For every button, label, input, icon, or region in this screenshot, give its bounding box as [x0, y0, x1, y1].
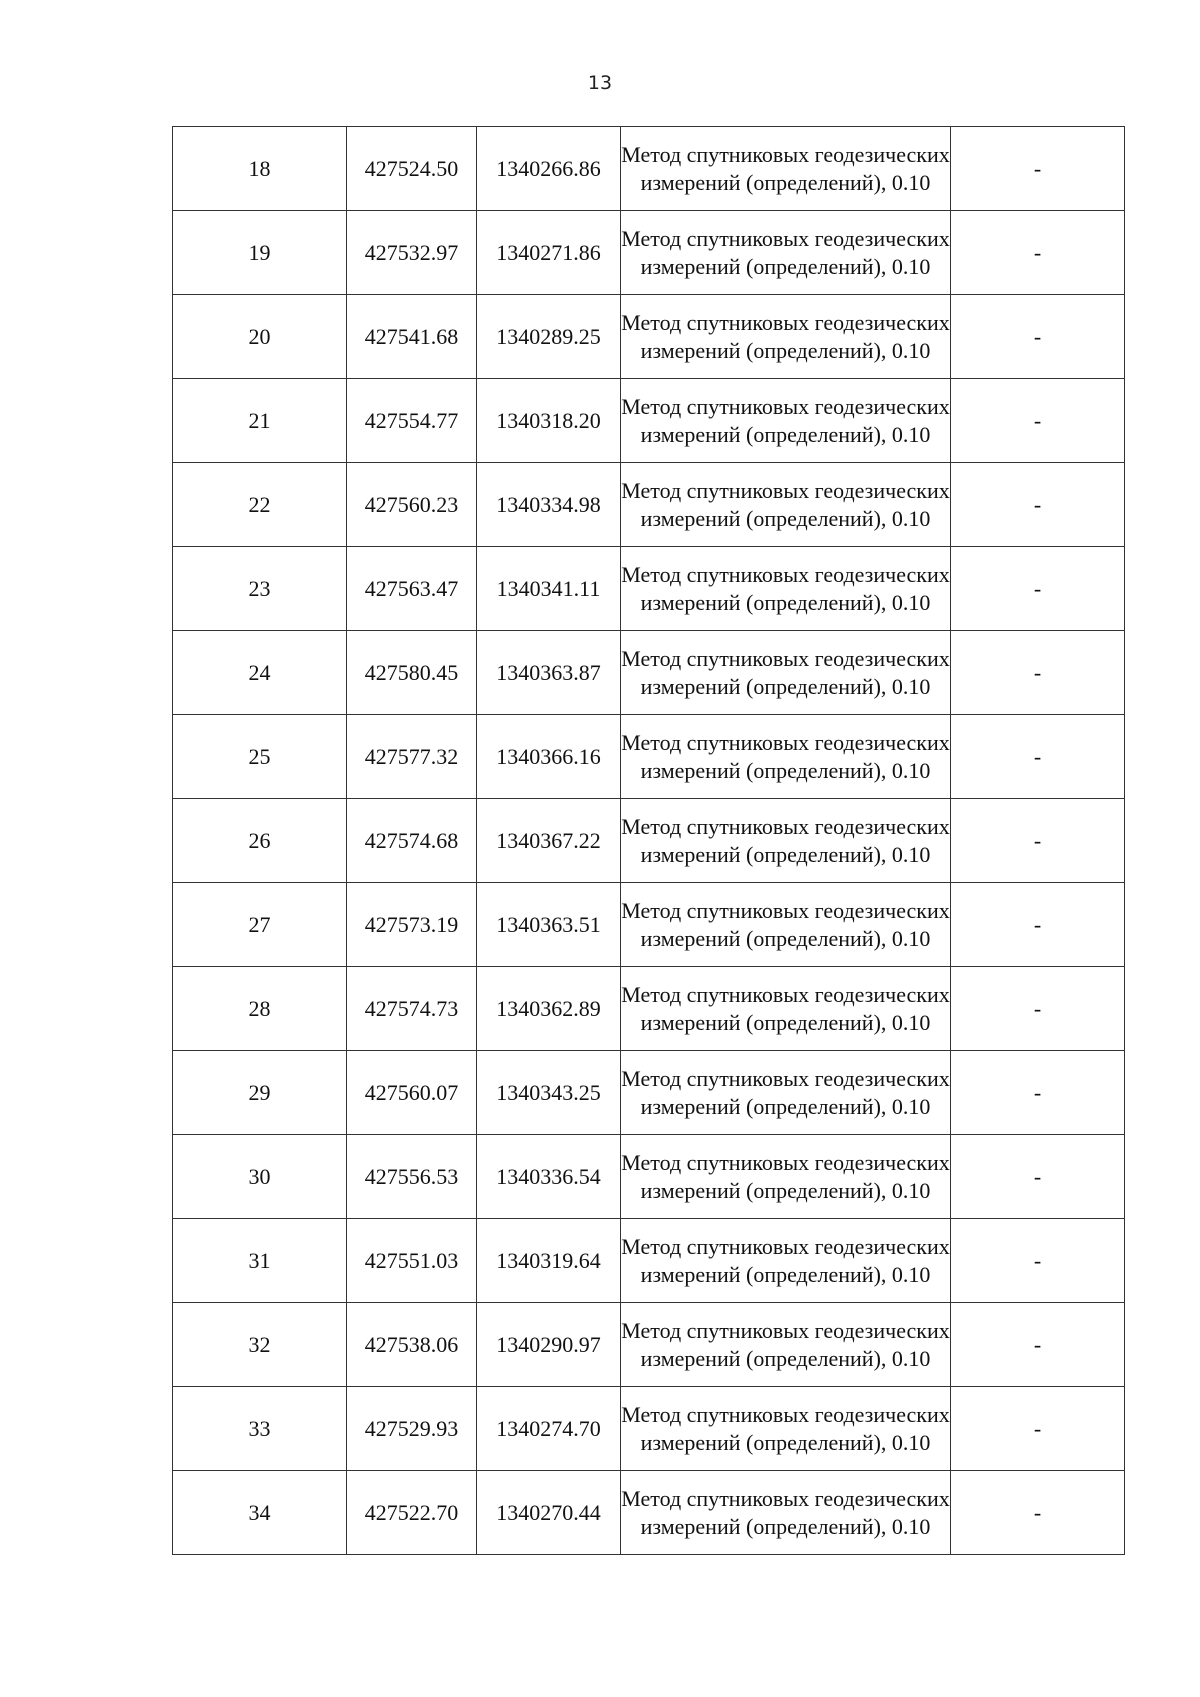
y-coordinate-cell: 1340271.86 — [477, 211, 621, 295]
y-coordinate-cell: 1340362.89 — [477, 967, 621, 1051]
y-coordinate-cell: 1340266.86 — [477, 127, 621, 211]
method-cell: Метод спутниковых геодезических измерений (определений), 0.10 — [621, 883, 951, 967]
table-row — [173, 715, 1125, 799]
point-number-cell: 20 — [173, 295, 347, 379]
note-cell: - — [951, 547, 1125, 631]
note-cell: - — [951, 967, 1125, 1051]
coordinates-table-body — [173, 127, 1125, 1555]
y-coordinate-cell: 1340341.11 — [477, 547, 621, 631]
coordinates-table — [172, 126, 1125, 1555]
y-coordinate-cell: 1340336.54 — [477, 1135, 621, 1219]
note-cell: - — [951, 1303, 1125, 1387]
point-number-cell: 25 — [173, 715, 347, 799]
y-coordinate-cell: 1340274.70 — [477, 1387, 621, 1471]
table-row — [173, 631, 1125, 715]
table-row — [173, 547, 1125, 631]
point-number-cell: 27 — [173, 883, 347, 967]
point-number-cell: 22 — [173, 463, 347, 547]
x-coordinate-cell: 427574.73 — [347, 967, 477, 1051]
y-coordinate-cell: 1340363.87 — [477, 631, 621, 715]
x-coordinate-cell: 427577.32 — [347, 715, 477, 799]
method-cell: Метод спутниковых геодезических измерений (определений), 0.10 — [621, 967, 951, 1051]
method-cell: Метод спутниковых геодезических измерений (определений), 0.10 — [621, 799, 951, 883]
point-number-cell: 32 — [173, 1303, 347, 1387]
table-row — [173, 799, 1125, 883]
method-cell: Метод спутниковых геодезических измерений (определений), 0.10 — [621, 715, 951, 799]
note-cell: - — [951, 1387, 1125, 1471]
method-cell: Метод спутниковых геодезических измерений (определений), 0.10 — [621, 1219, 951, 1303]
y-coordinate-cell: 1340319.64 — [477, 1219, 621, 1303]
method-cell: Метод спутниковых геодезических измерений (определений), 0.10 — [621, 1135, 951, 1219]
y-coordinate-cell: 1340343.25 — [477, 1051, 621, 1135]
note-cell: - — [951, 379, 1125, 463]
method-cell: Метод спутниковых геодезических измерений (определений), 0.10 — [621, 127, 951, 211]
x-coordinate-cell: 427580.45 — [347, 631, 477, 715]
y-coordinate-cell: 1340366.16 — [477, 715, 621, 799]
point-number-cell: 28 — [173, 967, 347, 1051]
note-cell: - — [951, 1051, 1125, 1135]
point-number-cell: 19 — [173, 211, 347, 295]
point-number-cell: 29 — [173, 1051, 347, 1135]
table-row — [173, 1303, 1125, 1387]
point-number-cell: 33 — [173, 1387, 347, 1471]
x-coordinate-cell: 427541.68 — [347, 295, 477, 379]
note-cell: - — [951, 631, 1125, 715]
table-row — [173, 295, 1125, 379]
y-coordinate-cell: 1340270.44 — [477, 1471, 621, 1555]
x-coordinate-cell: 427574.68 — [347, 799, 477, 883]
table-row — [173, 967, 1125, 1051]
x-coordinate-cell: 427524.50 — [347, 127, 477, 211]
y-coordinate-cell: 1340363.51 — [477, 883, 621, 967]
method-cell: Метод спутниковых геодезических измерений (определений), 0.10 — [621, 295, 951, 379]
point-number-cell: 30 — [173, 1135, 347, 1219]
method-cell: Метод спутниковых геодезических измерений (определений), 0.10 — [621, 631, 951, 715]
point-number-cell: 23 — [173, 547, 347, 631]
point-number-cell: 26 — [173, 799, 347, 883]
table-row — [173, 1135, 1125, 1219]
note-cell: - — [951, 1471, 1125, 1555]
x-coordinate-cell: 427551.03 — [347, 1219, 477, 1303]
note-cell: - — [951, 799, 1125, 883]
x-coordinate-cell: 427573.19 — [347, 883, 477, 967]
note-cell: - — [951, 715, 1125, 799]
point-number-cell: 31 — [173, 1219, 347, 1303]
table-row — [173, 883, 1125, 967]
x-coordinate-cell: 427529.93 — [347, 1387, 477, 1471]
point-number-cell: 21 — [173, 379, 347, 463]
method-cell: Метод спутниковых геодезических измерений (определений), 0.10 — [621, 379, 951, 463]
note-cell: - — [951, 211, 1125, 295]
x-coordinate-cell: 427560.23 — [347, 463, 477, 547]
y-coordinate-cell: 1340334.98 — [477, 463, 621, 547]
y-coordinate-cell: 1340289.25 — [477, 295, 621, 379]
note-cell: - — [951, 295, 1125, 379]
table-row — [173, 1387, 1125, 1471]
table-row — [173, 463, 1125, 547]
page-number: 13 — [587, 72, 613, 94]
table-row — [173, 1219, 1125, 1303]
note-cell: - — [951, 463, 1125, 547]
method-cell: Метод спутниковых геодезических измерений (определений), 0.10 — [621, 211, 951, 295]
method-cell: Метод спутниковых геодезических измерений (определений), 0.10 — [621, 463, 951, 547]
point-number-cell: 34 — [173, 1471, 347, 1555]
y-coordinate-cell: 1340290.97 — [477, 1303, 621, 1387]
table-row — [173, 127, 1125, 211]
y-coordinate-cell: 1340318.20 — [477, 379, 621, 463]
x-coordinate-cell: 427560.07 — [347, 1051, 477, 1135]
x-coordinate-cell: 427563.47 — [347, 547, 477, 631]
x-coordinate-cell: 427538.06 — [347, 1303, 477, 1387]
method-cell: Метод спутниковых геодезических измерений (определений), 0.10 — [621, 1387, 951, 1471]
note-cell: - — [951, 883, 1125, 967]
point-number-cell: 18 — [173, 127, 347, 211]
point-number-cell: 24 — [173, 631, 347, 715]
method-cell: Метод спутниковых геодезических измерений (определений), 0.10 — [621, 1471, 951, 1555]
method-cell: Метод спутниковых геодезических измерений (определений), 0.10 — [621, 547, 951, 631]
x-coordinate-cell: 427522.70 — [347, 1471, 477, 1555]
note-cell: - — [951, 127, 1125, 211]
table-row — [173, 1051, 1125, 1135]
method-cell: Метод спутниковых геодезических измерений (определений), 0.10 — [621, 1051, 951, 1135]
table-row — [173, 1471, 1125, 1555]
note-cell: - — [951, 1135, 1125, 1219]
x-coordinate-cell: 427554.77 — [347, 379, 477, 463]
method-cell: Метод спутниковых геодезических измерений (определений), 0.10 — [621, 1303, 951, 1387]
table-row — [173, 211, 1125, 295]
x-coordinate-cell: 427556.53 — [347, 1135, 477, 1219]
x-coordinate-cell: 427532.97 — [347, 211, 477, 295]
note-cell: - — [951, 1219, 1125, 1303]
table-row — [173, 379, 1125, 463]
y-coordinate-cell: 1340367.22 — [477, 799, 621, 883]
